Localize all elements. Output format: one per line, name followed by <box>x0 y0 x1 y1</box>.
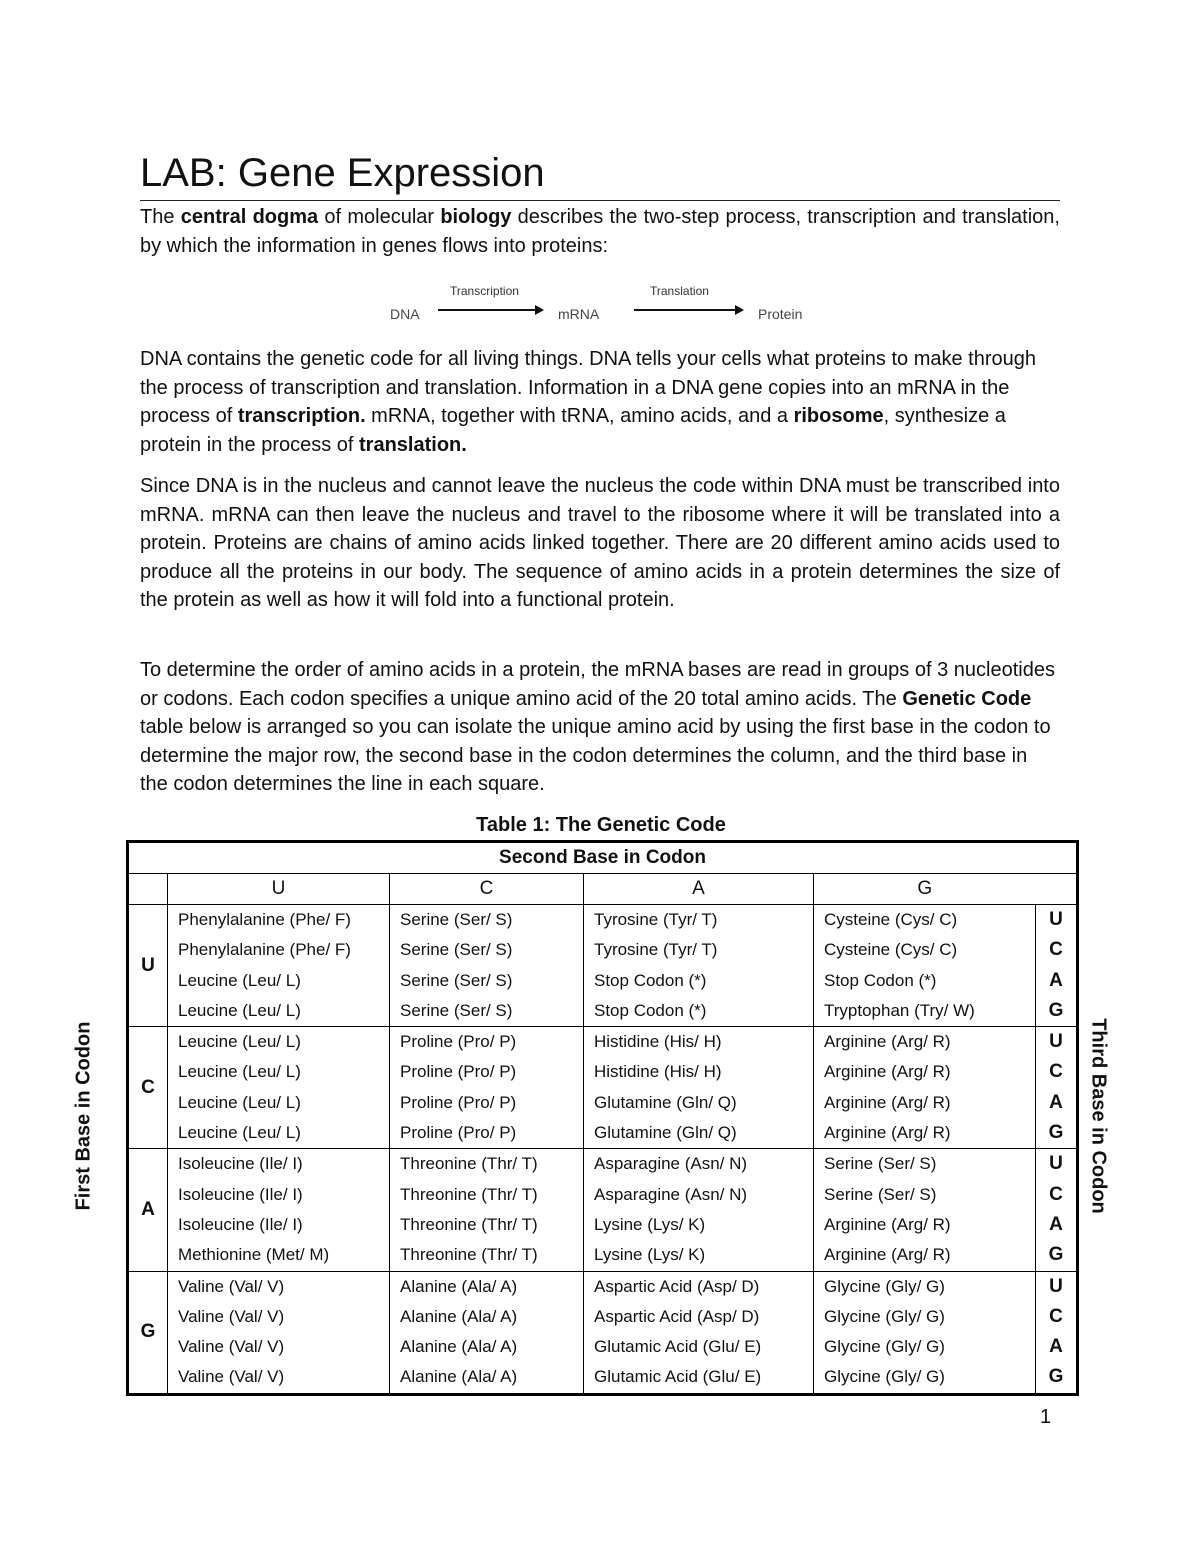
third-base-letter: A <box>1049 1091 1063 1113</box>
text-run: The <box>140 206 181 228</box>
amino-acid-entry: Glycine (Gly/ G) <box>824 1276 945 1296</box>
amino-acid-entry: Tyrosine (Tyr/ T) <box>594 910 718 929</box>
amino-acid-entry: Methionine (Met/ M) <box>178 1245 330 1265</box>
codon-cell <box>584 905 814 1027</box>
amino-acid-entry: Aspartic Acid (Asp/ D) <box>594 1306 760 1326</box>
codon-cell <box>390 1149 584 1271</box>
amino-acid-entry: Alanine (Ala/ A) <box>400 1276 518 1296</box>
first-base-cell: A <box>128 1149 168 1271</box>
table-caption: Table 1: The Genetic Code <box>476 814 726 836</box>
table-row <box>128 1027 1078 1149</box>
amino-acid-entry: Arginine (Arg/ R) <box>824 1032 951 1052</box>
column-header-c: C <box>390 874 584 905</box>
dna-node: DNA <box>390 306 420 322</box>
amino-acid-entry: Serine (Ser/ S) <box>400 1000 513 1020</box>
amino-acid-entry: Glycine (Gly/ G) <box>824 1306 945 1326</box>
first-base-cell: G <box>128 1271 168 1394</box>
text-run: DNA contains the genetic code for all living things. DNA tells your cells what proteins to make through the process of transcription and translation. Information in a DNA gene copies into an mRNA in the process of <box>140 348 1037 427</box>
first-base-label: First Base in Codon <box>72 1021 95 1211</box>
column-header-g: G <box>814 874 1036 905</box>
page-title: LAB: Gene Expression <box>140 148 1060 201</box>
dna-paragraph <box>140 345 1060 459</box>
amino-acid-entry: Leucine (Leu/ L) <box>178 1092 301 1112</box>
amino-acid-entry: Lysine (Lys/ K) <box>594 1245 706 1265</box>
text-run: , synthesize a protein in the process of <box>140 405 1006 456</box>
amino-acid-entry: Leucine (Leu/ L) <box>178 1000 301 1020</box>
third-base-letter: U <box>1049 909 1063 930</box>
amino-acid-entry: Glutamic Acid (Glu/ E) <box>594 1367 762 1387</box>
codon-cell <box>390 1271 584 1394</box>
codon-paragraph <box>140 656 1060 799</box>
amino-acid-entry: Glycine (Gly/ G) <box>824 1367 945 1387</box>
intro-paragraph <box>140 203 1060 260</box>
text-run: mRNA, together with tRNA, amino acids, and a <box>365 405 794 427</box>
text-run: To determine the order of amino acids in a protein, the mRNA bases are read in groups of 3 nucleotides or codons. Each codon specifies a unique amino acid of the 20 total amino acids. The <box>140 659 1055 710</box>
amino-acid-entry: Cysteine (Cys/ C) <box>824 910 958 929</box>
table-row <box>128 1271 1078 1394</box>
third-base-letter: A <box>1049 969 1063 991</box>
amino-acid-entry: Phenylalanine (Phe/ F) <box>178 910 351 929</box>
amino-acid-entry: Arginine (Arg/ R) <box>824 1214 951 1234</box>
amino-acid-entry: Isoleucine (Ile/ I) <box>178 1184 303 1204</box>
corner-cell <box>1036 874 1078 905</box>
table-row <box>128 905 1078 1027</box>
amino-acid-entry: Asparagine (Asn/ N) <box>594 1184 748 1204</box>
bold-term: ribosome <box>793 405 884 427</box>
amino-acid-entry: Isoleucine (Ile/ I) <box>178 1154 303 1174</box>
amino-acid-entry: Threonine (Thr/ T) <box>400 1154 538 1174</box>
amino-acid-entry: Stop Codon (*) <box>594 970 707 990</box>
codon-cell <box>390 905 584 1027</box>
text-run: describes the two-step process, transcription and translation, by which the information in genes flows into proteins: <box>140 206 1060 257</box>
codon-cell <box>168 905 390 1027</box>
codon-cell <box>814 905 1036 1027</box>
amino-acid-entry: Lysine (Lys/ K) <box>594 1214 706 1234</box>
amino-acid-entry: Serine (Ser/ S) <box>400 970 513 990</box>
amino-acid-entry: Leucine (Leu/ L) <box>178 1123 301 1143</box>
amino-acid-entry: Serine (Ser/ S) <box>400 910 513 929</box>
bold-term: translation. <box>359 433 467 456</box>
third-base-letter: C <box>1049 939 1063 961</box>
amino-acid-entry: Glutamic Acid (Glu/ E) <box>594 1337 762 1357</box>
codon-cell <box>814 1271 1036 1394</box>
transcription-label: Transcription <box>450 284 519 298</box>
amino-acid-entry: Arginine (Arg/ R) <box>824 1062 951 1082</box>
codon-cell <box>168 1271 390 1394</box>
amino-acid-entry: Valine (Val/ V) <box>178 1367 285 1387</box>
amino-acid-entry: Arginine (Arg/ R) <box>824 1092 951 1112</box>
amino-acid-entry: Valine (Val/ V) <box>178 1276 285 1296</box>
amino-acid-entry: Threonine (Thr/ T) <box>400 1245 538 1265</box>
text-run: table below is arranged so you can isolate the unique amino acid by using the first base in the codon to determine the major row, the second base in the codon determines the column, and the third base in the codon determines the line in each square. <box>140 716 1051 795</box>
amino-acid-entry: Isoleucine (Ile/ I) <box>178 1214 303 1234</box>
third-base-letter: C <box>1049 1183 1063 1205</box>
mrna-node: mRNA <box>558 306 600 322</box>
table-row <box>128 1149 1078 1271</box>
central-dogma-diagram <box>380 282 840 332</box>
third-base-cell <box>1036 1149 1078 1271</box>
bold-term: transcription. <box>237 405 366 427</box>
amino-acid-entry: Leucine (Leu/ L) <box>178 1062 301 1082</box>
amino-acid-entry: Arginine (Arg/ R) <box>824 1245 951 1265</box>
codon-cell <box>168 1149 390 1271</box>
amino-acid-entry: Proline (Pro/ P) <box>400 1123 517 1143</box>
amino-acid-entry: Asparagine (Asn/ N) <box>594 1154 748 1174</box>
third-base-cell <box>1036 905 1078 1027</box>
amino-acid-entry: Glycine (Gly/ G) <box>824 1337 945 1357</box>
third-base-letter: G <box>1048 1244 1064 1266</box>
codon-cell <box>390 1027 584 1149</box>
amino-acid-entry: Threonine (Thr/ T) <box>400 1214 538 1234</box>
bold-term: central dogma <box>180 206 319 228</box>
third-base-letter: A <box>1049 1213 1063 1235</box>
third-base-cell <box>1036 1027 1078 1149</box>
third-base-letter: U <box>1049 1153 1063 1175</box>
amino-acid-entry: Aspartic Acid (Asp/ D) <box>594 1276 760 1296</box>
third-base-label: Third Base in Codon <box>1087 1018 1110 1214</box>
amino-acid-entry: Stop Codon (*) <box>594 1000 707 1020</box>
third-base-cell <box>1036 1271 1078 1394</box>
codon-cell <box>814 1027 1036 1149</box>
amino-acid-entry: Phenylalanine (Phe/ F) <box>178 940 351 960</box>
amino-acid-entry: Cysteine (Cys/ C) <box>824 940 958 960</box>
amino-acid-entry: Valine (Val/ V) <box>178 1337 285 1357</box>
amino-acid-entry: Serine (Ser/ S) <box>400 940 513 960</box>
column-header-a: A <box>584 874 814 905</box>
amino-acid-entry: Serine (Ser/ S) <box>824 1154 937 1174</box>
corner-cell <box>128 874 168 905</box>
third-base-letter: A <box>1049 1336 1063 1358</box>
page-number: 1 <box>1040 1406 1052 1428</box>
amino-acid-entry: Histidine (His/ H) <box>594 1062 722 1082</box>
amino-acid-entry: Tryptophan (Try/ W) <box>824 1000 975 1020</box>
third-base-letter: C <box>1049 1061 1063 1083</box>
amino-acid-entry: Glutamine (Gln/ Q) <box>594 1123 737 1143</box>
amino-acid-entry: Glutamine (Gln/ Q) <box>594 1092 737 1112</box>
bold-term: biology <box>440 206 512 228</box>
codon-cell <box>814 1149 1036 1271</box>
third-base-letter: C <box>1049 1305 1063 1327</box>
nucleus-paragraph: Since DNA is in the nucleus and cannot leave the nucleus the code within DNA must be transcribed into mRNA. mRNA can then leave the nucleus and travel to the ribosome where it will be translated into a protein. Proteins are chains of amino acids linked together. There are 20 different amino acids used to produce all the proteins in our body. The sequence of amino acids in a protein determines the size of the protein as well as how it will fold into a functional protein. <box>140 475 1060 611</box>
first-base-cell: U <box>128 905 168 1027</box>
table-body <box>128 905 1078 1395</box>
codon-cell <box>584 1149 814 1271</box>
amino-acid-entry: Arginine (Arg/ R) <box>824 1123 951 1143</box>
transcription-arrow <box>438 309 542 311</box>
amino-acid-entry: Leucine (Leu/ L) <box>178 970 301 990</box>
bold-term: Genetic Code <box>902 687 1032 710</box>
amino-acid-entry: Leucine (Leu/ L) <box>178 1032 301 1052</box>
third-base-letter: G <box>1048 1122 1064 1144</box>
amino-acid-entry: Proline (Pro/ P) <box>400 1032 517 1052</box>
third-base-letter: G <box>1048 1366 1064 1388</box>
amino-acid-entry: Valine (Val/ V) <box>178 1306 285 1326</box>
amino-acid-entry: Stop Codon (*) <box>824 970 937 990</box>
second-base-header: Second Base in Codon <box>128 842 1078 874</box>
genetic-code-table <box>126 840 1079 1396</box>
column-header-u: U <box>168 874 390 905</box>
amino-acid-entry: Histidine (His/ H) <box>594 1032 722 1052</box>
codon-cell <box>584 1271 814 1394</box>
third-base-letter: G <box>1048 999 1064 1021</box>
third-base-letter: U <box>1049 1275 1063 1297</box>
amino-acid-entry: Tyrosine (Tyr/ T) <box>594 940 718 960</box>
codon-cell <box>584 1027 814 1149</box>
text-run: of molecular <box>318 206 441 228</box>
third-base-letter: U <box>1049 1031 1063 1053</box>
amino-acid-entry: Alanine (Ala/ A) <box>400 1367 518 1387</box>
amino-acid-entry: Alanine (Ala/ A) <box>400 1306 518 1326</box>
amino-acid-entry: Proline (Pro/ P) <box>400 1092 517 1112</box>
first-base-cell: C <box>128 1027 168 1149</box>
translation-label: Translation <box>650 284 709 298</box>
translation-arrow <box>634 309 742 311</box>
amino-acid-entry: Serine (Ser/ S) <box>824 1184 937 1204</box>
amino-acid-entry: Threonine (Thr/ T) <box>400 1184 538 1204</box>
amino-acid-entry: Proline (Pro/ P) <box>400 1062 517 1082</box>
amino-acid-entry: Alanine (Ala/ A) <box>400 1337 518 1357</box>
protein-node: Protein <box>758 306 803 322</box>
codon-cell <box>168 1027 390 1149</box>
